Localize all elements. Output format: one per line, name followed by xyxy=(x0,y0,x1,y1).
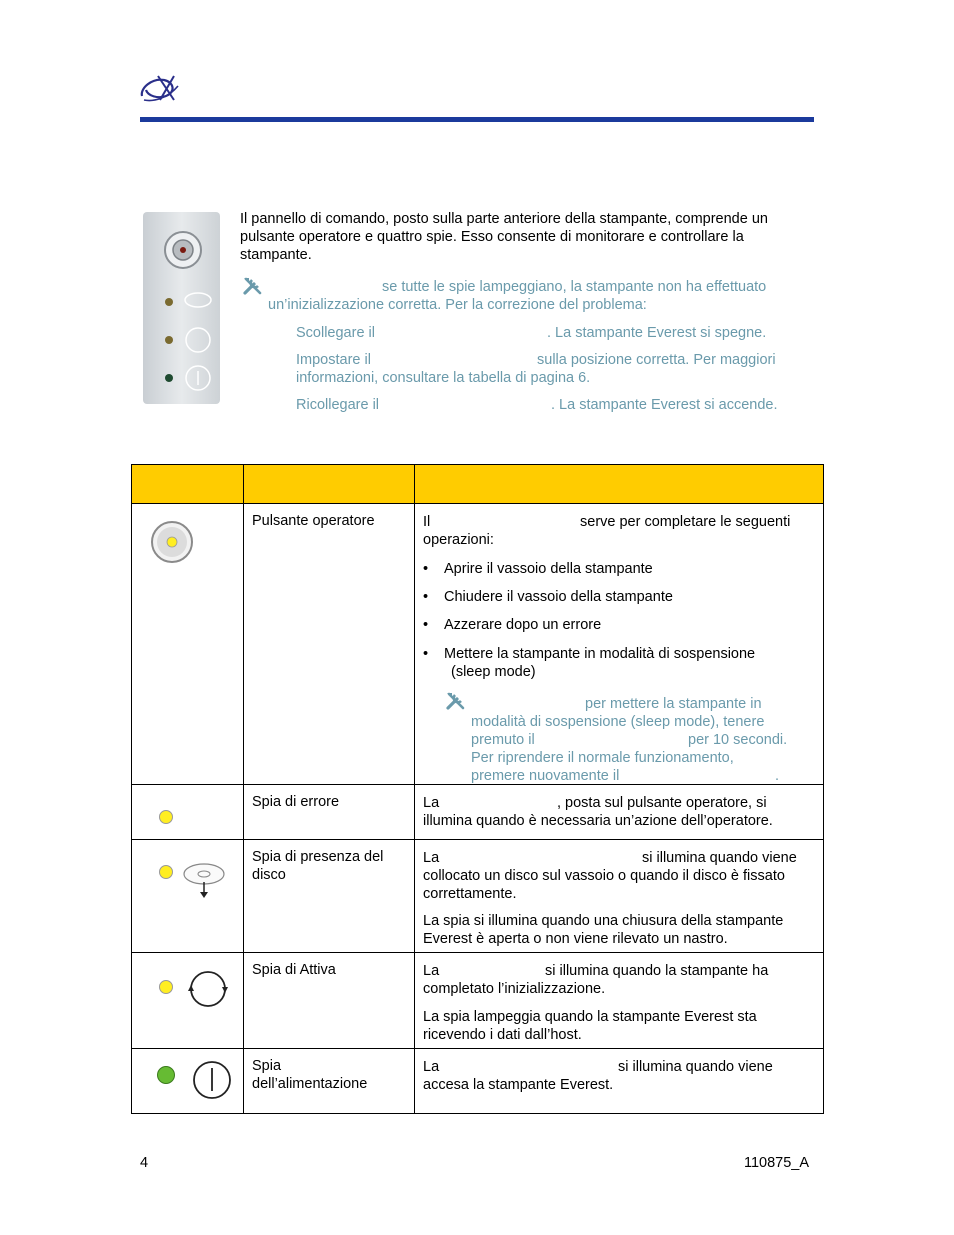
desc-c: completato l’inizializzazione. xyxy=(423,981,606,997)
note-line: . xyxy=(775,768,780,784)
step-3-left: Ricollegare il xyxy=(296,397,380,413)
step-1-left: Scollegare il xyxy=(296,325,375,341)
bullet-continuation: (sleep mode) xyxy=(451,664,536,680)
note-line: per mettere la stampante in xyxy=(585,696,762,712)
tools-icon xyxy=(242,276,264,296)
bullet-item: • Mettere la stampante in modalità di sospensione xyxy=(423,646,756,662)
row-name: Pulsante operatore xyxy=(252,513,375,529)
bullet-text: Aprire il vassoio della stampante xyxy=(444,561,653,577)
table-row xyxy=(132,840,824,953)
active-led-icon xyxy=(156,969,236,1009)
desc-b: si illumina quando la stampante ha xyxy=(545,963,769,979)
operator-button-icon xyxy=(150,518,194,566)
row-name xyxy=(244,1049,414,1093)
desc-a: La xyxy=(423,850,440,866)
desc-c: operazioni: xyxy=(423,532,494,548)
note-line: se tutte le spie lampeggiano, la stampante non ha effettuato xyxy=(382,279,767,295)
desc-a: La xyxy=(423,963,440,979)
bullet-item: • Aprire il vassoio della stampante xyxy=(423,561,653,577)
error-led-icon xyxy=(158,809,174,825)
table-header-cell xyxy=(244,465,415,504)
desc-line: correttamente. xyxy=(423,886,517,902)
control-panel-image xyxy=(143,212,220,404)
desc-b: serve per completare le seguenti xyxy=(580,514,791,530)
note-line: premuto il xyxy=(471,732,535,748)
bullet-text: Azzerare dopo un errore xyxy=(444,617,602,633)
step-2-left: Impostare il xyxy=(296,352,371,368)
desc-b: , posta sul pulsante operatore, si xyxy=(557,795,767,811)
step-1-right: . La stampante Everest si spegne. xyxy=(547,325,767,341)
table-header-cell xyxy=(415,465,824,504)
desc-b: si illumina quando viene xyxy=(642,850,797,866)
row-name-line: Spia xyxy=(252,1058,282,1074)
bullet-item: • Azzerare dopo un errore xyxy=(423,617,602,633)
desc-line: ricevendo i dati dall’host. xyxy=(423,1027,582,1043)
row-name-line: disco xyxy=(252,867,286,883)
row-name: Spia di errore xyxy=(252,794,340,810)
intro-line: stampante. xyxy=(240,247,312,263)
row-name: Spia di Attiva xyxy=(252,962,336,978)
desc-c: accesa la stampante Everest. xyxy=(423,1077,614,1093)
bullet-text: Mettere la stampante in modalità di sospensione xyxy=(444,646,756,662)
step-2-right: sulla posizione corretta. Per maggiori xyxy=(537,352,776,368)
disc-presence-icon xyxy=(156,858,236,902)
intro-line: Il pannello di comando, posto sulla parte anteriore della stampante, comprende un xyxy=(240,211,768,227)
desc-line: collocato un disco sul vassoio o quando il disco è fissato xyxy=(423,868,785,884)
intro-paragraph xyxy=(240,210,815,264)
control-panel-table xyxy=(131,464,824,1114)
row-name-line: dell’alimentazione xyxy=(252,1076,368,1092)
row-name-line: Spia di presenza del xyxy=(252,849,384,865)
note-line: premere nuovamente il xyxy=(471,768,620,784)
note-line: per 10 secondi. xyxy=(688,732,788,748)
step-2-line2: informazioni, consultare la tabella di pagina 6. xyxy=(296,370,591,386)
table-row xyxy=(132,953,824,1049)
desc-a: Il xyxy=(423,514,431,530)
power-led-icon xyxy=(154,1061,236,1103)
bullet-text: Chiudere il vassoio della stampante xyxy=(444,589,673,605)
company-logo-icon xyxy=(138,72,182,104)
table-row xyxy=(132,1049,824,1114)
header-rule xyxy=(140,117,814,122)
desc-line: La spia lampeggia quando la stampante Everest sta xyxy=(423,1009,757,1025)
page-number: 4 xyxy=(140,1155,149,1171)
note-line: Per riprendere il normale funzionamento, xyxy=(471,750,734,766)
table-header-cell xyxy=(132,465,244,504)
desc-a: La xyxy=(423,1059,440,1075)
desc-c: illumina quando è necessaria un’azione dell’operatore. xyxy=(423,813,773,829)
row-name xyxy=(244,840,414,884)
desc-line: La spia si illumina quando una chiusura della stampante xyxy=(423,913,784,929)
note-line: modalità di sospensione (sleep mode), tenere xyxy=(471,714,765,730)
step-3-right: . La stampante Everest si accende. xyxy=(551,397,778,413)
table-header-row xyxy=(132,465,824,504)
table-row xyxy=(132,504,824,785)
desc-line: Everest è aperta o non viene rilevato un nastro. xyxy=(423,931,728,947)
intro-line: pulsante operatore e quattro spie. Esso consente di monitorare e controllare la xyxy=(240,229,744,245)
tools-icon xyxy=(445,691,467,711)
bullet-item: • Chiudere il vassoio della stampante xyxy=(423,589,673,605)
desc-b: si illumina quando viene xyxy=(618,1059,773,1075)
document-code: 110875_A xyxy=(744,1155,810,1171)
note-line: un’inizializzazione corretta. Per la correzione del problema: xyxy=(268,297,647,313)
desc-a: La xyxy=(423,795,440,811)
table-row xyxy=(132,785,824,840)
